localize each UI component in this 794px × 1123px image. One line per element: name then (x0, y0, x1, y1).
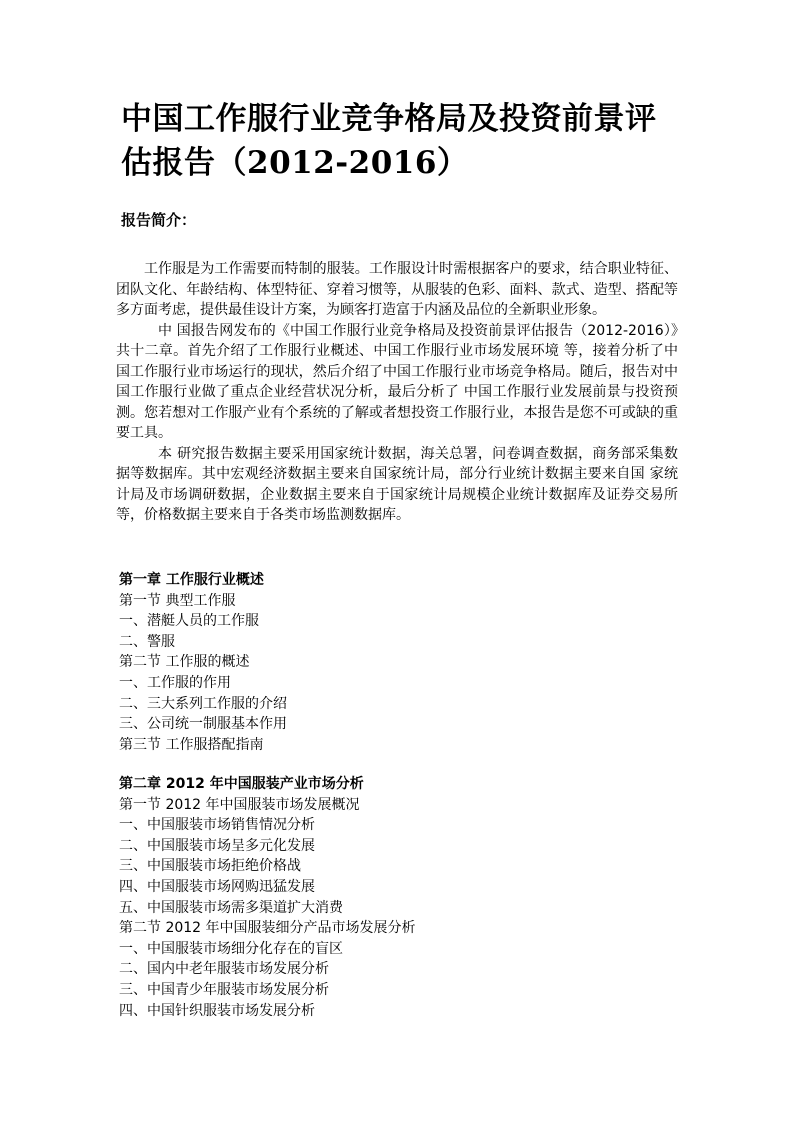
intro-paragraph: 中 国报告网发布的《中国工作服行业竞争格局及投资前景评估报告（2012-2016）》共十二章。首先介绍了工作服行业概述、中国工作服行业市场发展环境 等，接着分析了中国工作服行业市场运行的现状，然后介绍了中国工作服行业市场竞争格局。随后，报告对中国工作服行业做了重点企业经营状况分析，最后分析了 中国工作服行业发展前景与投资预测。您若想对工作服产业有个系统的了解或者想投资工作服行业，本报告是您不可或缺的重要工具。 (116, 322, 678, 441)
toc-chapter-1 (119, 570, 679, 755)
toc-line: 一、中国服装市场销售情况分析 (119, 817, 315, 834)
toc-line: 四、中国针织服装市场发展分析 (119, 1002, 315, 1019)
intro-heading: 报告简介： (121, 211, 197, 229)
toc-line: 第二节 工作服的概述 (119, 654, 250, 671)
toc-line: 四、中国服装市场网购迅猛发展 (119, 878, 315, 895)
toc-line: 一、中国服装市场细分化存在的盲区 (119, 940, 343, 957)
toc-line: 三、中国服装市场拒绝价格战 (119, 858, 301, 875)
chapter-2-list (119, 795, 679, 1022)
toc-line: 一、工作服的作用 (119, 674, 231, 691)
toc-line: 第三节 工作服搭配指南 (119, 736, 264, 753)
chapter-1-list (119, 591, 679, 756)
toc-line: 一、潜艇人员的工作服 (119, 613, 259, 630)
toc-line: 二、中国服装市场呈多元化发展 (119, 837, 315, 854)
chapter-title: 第一章 工作服行业概述 (119, 572, 264, 588)
toc-line: 五、中国服装市场需多渠道扩大消费 (119, 899, 343, 916)
intro-paragraph: 工作服是为工作需要而特制的服装。工作服设计时需根据客户的要求，结合职业特征、团队文化、年龄结构、体型特征、穿着习惯等，从服装的色彩、面料、款式、造型、搭配等多方面考虑，提供最佳设计方案，为顾客打造富于内涵及品位的全新职业形象。 (116, 261, 678, 318)
toc-line: 二、三大系列工作服的介绍 (119, 695, 287, 712)
toc-line: 二、警服 (119, 633, 175, 650)
toc-line: 三、中国青少年服装市场发展分析 (119, 981, 329, 998)
toc-line: 第一节 典型工作服 (119, 592, 236, 609)
report-title: 中国工作服行业竞争格局及投资前景评估报告（2012-2016） (121, 101, 657, 181)
toc-line: 三、公司统一制服基本作用 (119, 716, 287, 733)
toc-chapter-2 (119, 774, 679, 1021)
toc-line: 二、国内中老年服装市场发展分析 (119, 961, 329, 978)
intro-section (116, 259, 678, 526)
toc-line: 第二节 2012 年中国服装细分产品市场发展分析 (119, 920, 416, 937)
toc-line: 第一节 2012 年中国服装市场发展概况 (119, 796, 360, 813)
intro-paragraph: 本 研究报告数据主要采用国家统计数据，海关总署，问卷调查数据，商务部采集数据等数据库。其中宏观经济数据主要来自国家统计局，部分行业统计数据主要来自国 家统计局及市场调研数据，企业数据主要来自于国家统计局规模企业统计数据库及证券交易所等，价格数据主要来自于各类市场监测数据库。 (116, 445, 678, 523)
chapter-title: 第二章 2012 年中国服装产业市场分析 (119, 776, 364, 792)
